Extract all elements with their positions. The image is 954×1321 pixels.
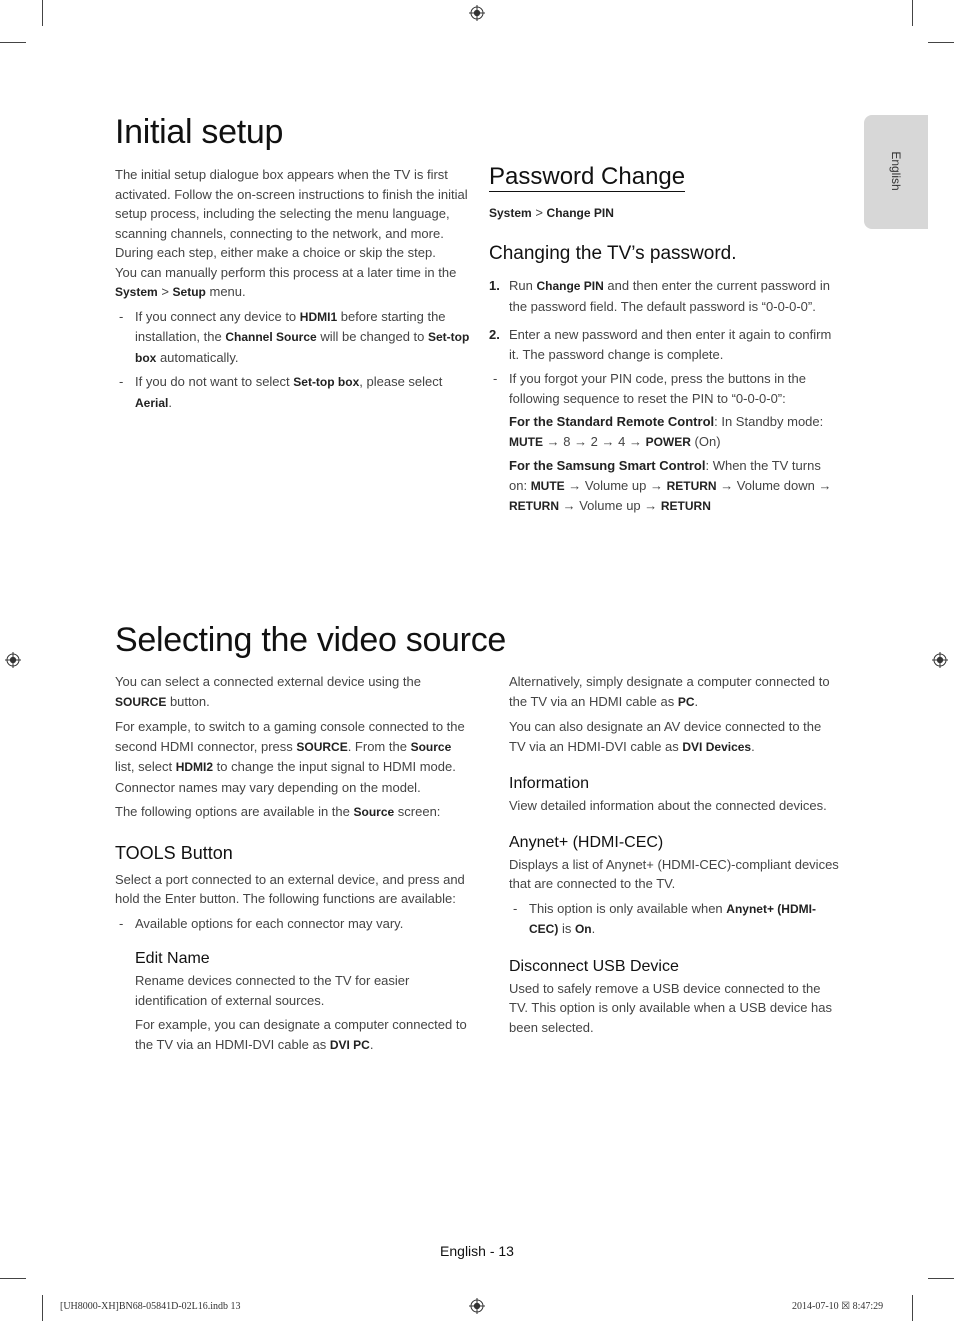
- intro-line: scanning channels, connecting to the network, and more.: [115, 225, 444, 241]
- source-paragraph: You can select a connected external device using the SOURCE button.: [115, 674, 421, 709]
- crop-mark: [928, 1278, 954, 1279]
- registration-mark-icon: [469, 5, 485, 21]
- anynet-text: Displays a list of Anynet+ (HDMI-CEC)-compliant devices that are connected to the TV.: [509, 856, 839, 891]
- standard-remote-sequence: For the Standard Remote Control: In Standby mode: MUTE → 8 → 2 → 4 → POWER (On): [509, 414, 824, 449]
- edit-name-text: Rename devices connected to the TV for easier identification of external sources.: [135, 973, 410, 1008]
- information-text: View detailed information about the connected devices.: [509, 798, 827, 813]
- setup-note: - If you do not want to select Set-top box, please select Aerial.: [115, 372, 475, 413]
- step-item: 1. Run Change PIN and then enter the current password in the password field. The default password is “0-0-0-0”.: [489, 278, 831, 314]
- registration-mark-icon: [5, 652, 21, 668]
- page-number: English - 13: [440, 1243, 514, 1259]
- smart-control-sequence: For the Samsung Smart Control: When the TV turns on: MUTE → Volume up → RETURN → Volume down → RETURN → Volume up → RETURN: [509, 458, 832, 513]
- registration-mark-icon: [469, 1298, 485, 1314]
- alt-paragraph: You can also designate an AV device connected to the TV via an HDMI-DVI cable as DVI Devices.: [509, 719, 822, 754]
- intro-line: setup process, including the selecting the menu language,: [115, 206, 450, 221]
- password-subtitle: Changing the TV’s password.: [489, 243, 737, 264]
- video-source-title: Selecting the video source: [115, 621, 507, 659]
- crop-mark: [42, 1295, 43, 1321]
- setup-note: - If you connect any device to HDMI1 before starting the installation, the Channel Source will be changed to Set-top box automatically.: [115, 307, 475, 369]
- tools-button-title: TOOLS Button: [115, 842, 233, 863]
- password-menu-path: System > Change PIN: [489, 205, 614, 220]
- source-paragraph: The following options are available in the Source screen:: [115, 804, 441, 819]
- crop-mark: [42, 0, 43, 26]
- menu-path-setup: Setup: [172, 285, 206, 299]
- video-source-right-column: [509, 672, 839, 1037]
- initial-setup-title: Initial setup: [115, 113, 284, 151]
- anynet-note: - This option is only available when Anynet+ (HDMI-CEC) is On.: [509, 899, 839, 940]
- edit-name-example: For example, you can designate a computer connected to the TV via an HDMI-DVI cable as DVI PC.: [135, 1017, 467, 1052]
- video-source-left-column: [115, 672, 467, 1055]
- password-change-title: Password Change: [489, 163, 686, 190]
- information-title: Information: [509, 775, 590, 792]
- manual-setup-text: You can manually perform this process at a later time in the System > Setup menu.: [115, 264, 457, 299]
- print-file-info: [UH8000-XH]BN68-05841D-02L16.indb 13: [60, 1301, 241, 1312]
- password-steps: [489, 276, 835, 517]
- language-tab-label: English: [889, 151, 903, 191]
- alt-paragraph: Alternatively, simply designate a computer connected to the TV via an HDMI cable as PC.: [509, 674, 830, 709]
- tools-note: - Available options for each connector may vary.: [115, 914, 467, 934]
- source-paragraph: For example, to switch to a gaming console connected to the second HDMI connector, press SOURCE. From the Source list, select HDMI2 to change the input signal to HDMI mode. Connector names may vary depending on the model.: [115, 719, 465, 795]
- intro-line: The initial setup dialogue box appears when the TV is first: [115, 167, 448, 182]
- forgot-pin-note: - If you forgot your PIN code, press the buttons in the following sequence to reset the PIN to “0-0-0-0”:: [489, 369, 835, 408]
- menu-path-system: System: [115, 285, 158, 299]
- crop-mark: [912, 0, 913, 26]
- crop-mark: [0, 42, 26, 43]
- intro-line: During each step, either make a choice or skip the step.: [115, 245, 436, 260]
- crop-mark: [912, 1295, 913, 1321]
- step-item: 2. Enter a new password and then enter it again to confirm it. The password change is complete.: [489, 327, 832, 362]
- intro-line: activated. Follow the on-screen instructions to finish the initial: [115, 186, 468, 202]
- crop-mark: [928, 42, 954, 43]
- tools-button-text: Select a port connected to an external device, and press and hold the Enter button. The following functions are available:: [115, 871, 465, 906]
- print-date-info: 2014-07-10 ☒ 8:47:29: [792, 1301, 884, 1312]
- registration-mark-icon: [932, 652, 948, 668]
- language-tab: [864, 115, 928, 229]
- initial-setup-body: [115, 165, 475, 413]
- edit-name-title: Edit Name: [135, 950, 210, 967]
- crop-mark: [0, 1278, 26, 1279]
- disconnect-usb-title: Disconnect USB Device: [509, 957, 679, 975]
- disconnect-usb-text: Used to safely remove a USB device connected to the TV. This option is only available when a USB device has been selected.: [509, 980, 833, 1035]
- anynet-title: Anynet+ (HDMI-CEC): [509, 833, 664, 851]
